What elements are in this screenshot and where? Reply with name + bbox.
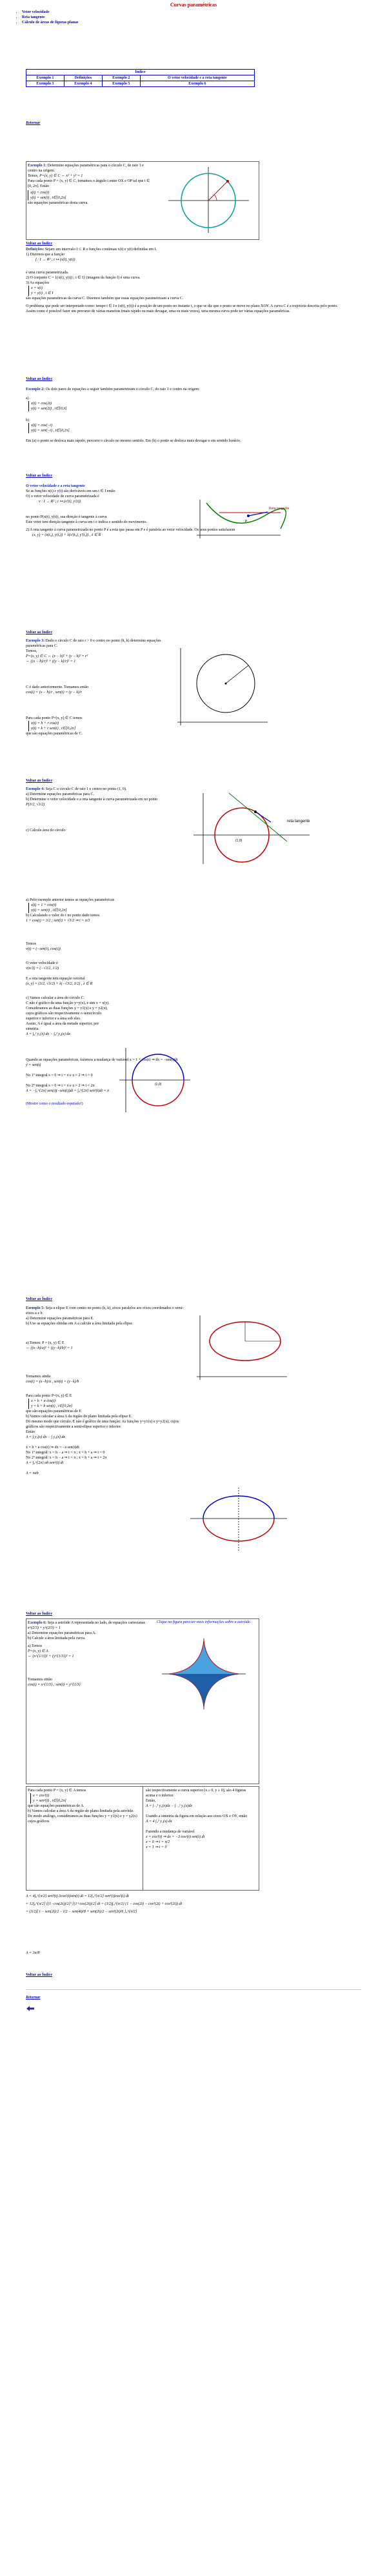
velocity-l4: Este vetor tem direção tangente à curva em t e indica o sentido do movimento.	[26, 520, 148, 524]
velocity-l5: 2) A reta tangente à curva parametrizada no ponto P é a reta que passa em P e é paralela ao vetor velocidade. Os seus pontos satisfazem	[26, 528, 235, 532]
example-5-l9: No 1º integral: x = h − a ⇒ t = π ; x = h + a ⇒ t = 0	[26, 1451, 105, 1455]
example-3-l2: P=(x, y) ∈ C ⇔ (x − h)² + (y − k)² = r²	[26, 654, 88, 658]
example-2-body: Os dois pares de equações a seguir também parametrizam o círculo C, do raio 1 e centro na origem:	[45, 388, 200, 391]
point-label: P	[245, 520, 248, 524]
example-6-l7: De modo análogo, consideramos as duas funções y = y1(x) e y = y2(x) cujos gráficos	[28, 1814, 137, 1824]
index-link-exemplo-3[interactable]: Exemplo 3	[26, 81, 64, 87]
index-link-definicoes[interactable]: Definições	[64, 75, 102, 81]
example-3-l1: Temos,	[26, 649, 37, 653]
definitions-l8: Assim como é possível fazer um percurso de várias maneiras (mais rápido ou mais devagar, uma ou mais vezes), uma mesma curva pode ter várias equações paramétricas.	[26, 310, 290, 313]
center-label: (1,0)	[155, 1083, 162, 1086]
example-6-body: Seja a astróide A representada no lado, de equações cartesianas	[47, 1621, 145, 1625]
example-1-end: são equações paramétricas desta curva.	[28, 201, 88, 205]
example-5-result: A = πab	[26, 1471, 39, 1475]
example-6-a: a) Determine equações paramétricas para A.	[28, 1631, 96, 1635]
example-4-a: a) Determine equações paramétricas para C.	[26, 792, 94, 796]
astroid-caption: Clique na figura para ter mais informações sobre a astróide.	[156, 1620, 252, 1624]
example-5-l3: Para cada ponto P=(x, y) ∈ E	[26, 1394, 72, 1398]
example-6-l4: Para cada ponto P = (x, y) ∈ A temos	[28, 1789, 86, 1793]
example-2-b2: y(t) = sen(−t) , t∈[0,2π]	[31, 429, 70, 433]
definitions-l3: é uma curva parametrizada.	[26, 271, 69, 275]
definitions-l6: são equações paramétricas da curva C. Dizemos também que essas equações parametrizam a curva C.	[26, 297, 184, 300]
index-link-exemplo-6[interactable]: Exemplo 6	[140, 81, 254, 87]
example-5-b: b) Use as equações obtidas em A a calcule a área limitada pela elipse.	[26, 1322, 134, 1326]
example-4-title: Exemplo 4:	[26, 787, 45, 791]
example-4-solution: a) Pelo exemplo anterior temos as equações paramétricas x(t) = 1 + cos(t) y(t) = sen(t) , t∈[0,2π] b) Calculando o valor do t no ponto dado temos 1 + cos(t) = 3/2 ; sen(t) = √3/2 ⇒ t = π/3 Temos v(t) = (−sen(t), cos(t)) O vetor velocidade é v(π/3) = (−√3/2, 1/2) E a reta tangente tem equação vetorial (x, y) = (3/2, √3/2) + λ(−√3/2, 1/2) , λ ∈ R c) Vamos calcular a área do círculo C. C não é gráfico de uma função y=y(x), e sim x = x(y). Consideramos as duas funções y = y1(x) e y = y2(x), cujos gráficos são respectivamente o semicírculo superior e inferior e a área sob eles. Assim, A é igual a área da metade superior, por simetria. A = ∫₀² y₁(x) dx − ∫₀² y₂(x) dx Quando as equações paramétricas, fazemos a mudança de variável x = 1 + cos(t) ⇒ dx = −sen(t)dt y = sen(t) No 1º integral x = 0 ⇒ t = π e x = 2 ⇒ t = 0 No 2º integral x = 0 ⇒ t = π e x = 2 ⇒ t = 2π A = −∫₀^{2π} sen(t)(−sen(t))dt = ∫₀^{2π} sen²(t)dt = π (Mostre como o resultado esperado!)	[26, 898, 194, 1106]
radius-line	[208, 181, 228, 201]
example-6-l3: Tomamos então	[28, 1678, 53, 1682]
example-6-eq: x^(2/3) + y^(2/3) = 1	[28, 1626, 61, 1630]
example-1-l1: Temos, P=(x, y) ∈ C ⇔ x² + y² = 1	[28, 174, 83, 178]
example-4-b: b) Determine o vetor velocidade e a reta tangente à curva parametrizada em no ponto	[26, 798, 158, 801]
index-link-exemplo-5[interactable]: Exemplo 5	[102, 81, 140, 87]
example-6-r3: Usando a simetria da figura em relação aos eixos OX e OY, então	[146, 1814, 248, 1818]
index-link-vetor-velocidade[interactable]: O vetor velocidade e a reta tangente	[140, 75, 254, 81]
toc	[13, 10, 78, 25]
example-4-sc: Temos	[26, 942, 36, 946]
index-header: Índice	[26, 70, 255, 75]
example-6-l2: P=(x, y) ∈ A	[28, 1649, 48, 1653]
circle-tangent-figure	[190, 790, 313, 867]
example-1-body: Determine equações paramétricas para o círculo C, de raio 1 e centro na origem.	[28, 164, 144, 173]
example-1-box	[26, 161, 259, 240]
definitions-l5: 3) As equações	[26, 281, 50, 285]
example-5-section: Exemplo 5: Seja a elipse E com centro no ponto (h, k), eixos paralelos aos eixos coordenados e semi-eixos a e b. a) Determine equações paramétricas para E. b) Use as equações obtidas em A a calcule a área limitada pela elipse. a) Temos: P = (x, y) ∈ E ⇔ ((x−h)/a)² + ((y−k)/b)² = 1 Tomamos ainda cos(t) = (x−h)/a , sen(t) = (y−k)/b Para cada ponto P=(x, y) ∈ E x = h + a cos(t) y = k + b sen(t) , t∈[0,2π] que são equações paramétricas de E b) Vamos calcular a área A da região do plano limitada pela elipse E. Do mesmo modo que círculo, E não é gráfico de uma função. As funções y=y1(x) e y=y2(x), cujos gráficos são respectivamente a semi-elipse superior e inferior. Então A = ∫ y₁(x) dx − ∫ y₂(x) dx x = h + a cos(t) ⇒ dx = −a sen(t)dt No 1º integral: x = h − a ⇒ t = π ; x = h + a ⇒ t = 0 No 2º integral: x = h − a ⇒ t = π ; x = h + a ⇒ t = 2π A = ∫₀^{2π} ab sen²(t) dt A = πab	[26, 1306, 187, 1476]
voltar-link-6[interactable]: Voltar ao Índice	[26, 1297, 53, 1301]
toc-link-vetor-velocidade[interactable]: • Vetor velocidade	[22, 10, 78, 15]
semicircle-figure	[116, 1045, 194, 1116]
example-6-r6: x = 0 ⇒ t = π/2	[146, 1840, 170, 1844]
divider	[26, 1989, 361, 1990]
example-6-computation: A = 4∫₀^{π/2} sen³(t)·3cos²(t)sen(t) dt = 12∫₀^{π/2} sen⁴(t)cos²(t) dt = 12∫₀^{π/2} [(1−cos(2t))/2]² [(1+cos(2t))/2] dt = (3/2)∫₀^{π/2} (1 − cos(2t) − cos²(2t) + cos³(2t)) dt = (3/2)[ t − sen(2t)/2 − t/2 − sen(4t)/8 + sen(2t)/2 − sen³(2t)/6 ]₀^{π/2}	[26, 1894, 183, 1914]
tangent-line	[229, 793, 287, 841]
example-4-c: c) Calcule área do círculo	[26, 829, 66, 832]
example-4-section: Exemplo 4: Seja C o círculo C de raio 1 e centro no ponto (1, 0). a) Determine equações paramétricas para C. b) Determine o vetor velocidade e a reta tangente à curva parametrizada em no ponto P(3/2, √3/2) c) Calcule área do círculo	[26, 787, 187, 833]
astroid-lower	[168, 1674, 239, 1707]
tangent-label: Reta tangente	[269, 507, 290, 511]
example-6-box: Exemplo 6: Seja a astróide A representada no lado, de equações cartesianas x^(2/3) + y^(2/3) = 1 a) Determine equações paramétricas para A. b) Calcule a área limitada pela curva. a) Temos P=(x, y) ∈ A ⇔ (x^{1/3})² + (y^{1/3})² = 1 Tomamos então cos(t) = x^{1/3} ; sen(t) = y^{1/3} Clique na figura para ter mais informações sobre a astróide.	[26, 1618, 259, 1784]
example-6-r7: x = 1 ⇒ t = 0	[146, 1845, 167, 1849]
example-4-sa: a) Pelo exemplo anterior temos as equações paramétricas	[26, 898, 115, 902]
velocity-l3: no ponto P(x(t), y(t)), sua direção é tangente à curva	[26, 515, 107, 519]
example-6-r2: Então,	[146, 1799, 156, 1803]
index-table	[26, 69, 255, 87]
velocity-title: O vetor velocidade e a reta tangente	[26, 484, 85, 488]
example-2-b: x(t) = cos(−t)	[31, 424, 53, 428]
example-4-si: Assim, A é igual a área da metade superior, por simetria.	[26, 1022, 99, 1031]
example-2-section: Exemplo 2: Os dois pares de equações a seguir também parametrizam o círculo C, do raio 1 e centro na origem: a) x(t) = cos(2t) y(t) = sen(2t) , t∈[0,π] b) x(t) = cos(−t) y(t) = sen(−t) , t∈[0,2π] Em (a) o ponto se desloca mais rápido, percorre o círculo no mesmo sentido. Em (b) o ponto se desloca mais devagar e em sentido horário.	[26, 387, 361, 444]
example-2-a2: y(t) = sen(2t) , t∈[0,π]	[31, 407, 67, 411]
retornar-link-top[interactable]: Retornar	[26, 121, 41, 125]
voltar-link-8[interactable]: Voltar ao Índice	[26, 1973, 53, 1977]
example-2-title: Exemplo 2:	[26, 388, 45, 391]
definitions-l7: O problema que pode ser interpretado como: tempo t ∈ I e (x(t), y(t)) é a posição de um ponto no instante t, o que se diz que o ponto se move no plano XOY. A curva C é a trajetória descrita pelo ponto.	[26, 304, 338, 308]
definitions-title: Definições:	[26, 248, 45, 251]
toc-link-reta-tangente[interactable]: • Reta tangente	[22, 15, 78, 20]
example-5-l6: Do mesmo modo que círculo, E não é gráfico de uma função. As funções y=y1(x) e y=y2(x), cujos gráficos são respectivamente a semi-elipse superior e inferior.	[26, 1420, 179, 1429]
radius-line	[226, 665, 248, 683]
example-3-l4: Para cada ponto P=(x, y) ∈ C temos	[26, 716, 83, 720]
example-3-section: Exemplo 3: Dado o círculo C de raio r > 0 e centro no ponto (h, k) determine equações paramétricas para C. Temos, P=(x, y) ∈ C ⇔ (x − h)² + (y − k)² = r² ⇔ ((x − h)/r)² + ((y − k)/r)² = 1 C é dado anteriormente. Tomamos então cos(t) = (x − h)/r , sen(t) = (y − k)/r Para cada ponto P=(x, y) ∈ C temos x(t) = h + r cos(t) y(t) = k + r sen(t) , t∈[0,2π] que são equações paramétricas de C.	[26, 638, 174, 736]
example-1-sys1: x(t) = cos(t)	[30, 191, 50, 195]
upper-semicircle	[132, 1054, 184, 1080]
velocity-section: O vetor velocidade e a reta tangente Se as funções x(t) e y(t) são deriváveis em um t ∈ I então O) o vetor velocidade de curva parametrizada é v : I → R² ; t ↦ (x′(t), y′(t)) no ponto P(x(t), y(t)), sua direção é tangente à curva Este vetor tem direção tangente à curva em t e indica o sentido do movimento. 2) A reta tangente à curva parametrizada no ponto P é a reta que passa em P e é paralela ao vetor velocidade. Os seus pontos satisfazem (x, y) = (x(t₀), y(t₀)) + λ(x′(t₀), y′(t₀)) , λ ∈ R	[26, 484, 361, 558]
example-5-l2: Tomamos ainda	[26, 1375, 51, 1379]
toc-link-areas[interactable]: • Cálculo de áreas de figuras planas	[22, 20, 78, 25]
point-p	[254, 811, 257, 813]
example-6-l6: b) Vamos calcular a área A da região do plano limitada pela astróide.	[28, 1809, 134, 1813]
example-2-a: x(t) = cos(2t)	[31, 402, 52, 406]
example-4-sk: Quando as equações paramétricas, fazemos a mudança de variável x = 1 + cos(t) ⇒ dx = −sen(t)dt	[26, 1058, 178, 1062]
definitions-l2: 1) Dizemos que a função	[26, 253, 64, 257]
velocity-l1: Se as funções x(t) e y(t) são deriváveis em um t ∈ I então	[26, 489, 115, 493]
circle-center-figure	[174, 645, 271, 729]
definitions-l4: 2) O conjunto C = {(x(t), y(t)) ; t ∈ I} (imagem da função f) é uma curva.	[26, 276, 141, 280]
example-4-sb: b) Calculando o valor do t no ponto dado temos	[26, 914, 100, 918]
example-3-l3: C é dado anteriormente. Tomamos então	[26, 685, 89, 689]
definitions-section: Definições: Sejam um intervalo I ⊂ R e funções contínuas x(t) e y(t) definidas em I. 1) Dizemos que a função f : I → R² ; t ↦ (x(t), y(t)) é uma curva parametrizada. 2) O conjunto C = {(x(t), y(t)) ; t ∈ I} (imagem da função f) é uma curva. 3) As equações x = x(t) y = y(t) , t ∈ I são equações paramétricas da curva C. Dizemos também que essas equações parametrizam a curva C. O problema que pode ser interpretado como: tempo t ∈ I e (x(t), y(t)) é a posição de um ponto no instante t, o que se diz que o ponto se move no plano XOY. A curva C é a trajetória descrita pelo ponto. Assim como é possível fazer um percurso de várias maneiras (mais rápido ou mais devagar, uma ou mais vezes), uma mesma curva pode ter várias equações paramétricas.	[26, 247, 361, 314]
index-link-exemplo-2[interactable]: Exemplo 2	[102, 75, 140, 81]
point-p	[247, 515, 250, 517]
example-6-r1: são respectivamente a curva superior (x ≥ 0, y ≥ 0), são 4 figuras acima e o inferior.	[146, 1789, 246, 1798]
example-6-b: b) Calcule a área limitada pela curva.	[28, 1637, 86, 1640]
example-2-note: Em (a) o ponto se desloca mais rápido, percorre o círculo no mesmo sentido. Em (b) o ponto se desloca mais devagar e em sentido horário.	[26, 439, 241, 443]
unit-circle-figure	[165, 165, 252, 236]
example-6-l1: a) Temos	[28, 1644, 42, 1648]
example-4-sd: O vetor velocidade é	[26, 961, 58, 965]
example-4-sl: No 1º integral x = 0 ⇒ t = π e x = 2 ⇒ t = 0	[26, 1074, 93, 1077]
example-3-body: Dado o círculo C de raio r > 0 e centro no ponto (h, k) determine equações paramétricas para C.	[26, 639, 161, 648]
example-4-sm: No 2º integral x = 0 ⇒ t = π e x = 2 ⇒ t = 2π	[26, 1084, 95, 1088]
example-5-body: Seja a elipse E com centro no ponto (h, k), eixos paralelos aos eixos coordenados e semi-eixos a e b.	[26, 1306, 184, 1315]
voltar-link-1[interactable]: Voltar ao Índice	[26, 242, 53, 246]
voltar-link-4[interactable]: Voltar ao Índice	[26, 631, 53, 634]
example-6-result: A = 3π/8	[26, 1951, 40, 1955]
example-6-r5: x = cos³(t) ⇒ dx = −3 cos²(t) sen(t) dt	[146, 1835, 205, 1839]
example-5-l5: b) Vamos calcular a área A da região do plano limitada pela elipse E.	[26, 1415, 132, 1419]
example-4-sn: (Mostre como o resultado esperado!)	[26, 1102, 83, 1106]
arrow-left-icon[interactable]	[26, 2005, 35, 2012]
example-6-solution-box: Para cada ponto P = (x, y) ∈ A temos x = cos³(t) y = sen³(t) , t∈[0,2π] que são equações paramétricas de A b) Vamos calcular a área A da região do plano limitada pela astróide. De modo análogo, consideramos as duas funções y = y1(x) e y = y2(x) cujos gráficos são respectivamente a curva superior (x ≥ 0, y ≥ 0), são 4 figuras acima e o inferior. Então, A = ∫₋₁¹ y₁(x)dx − ∫₋₁¹ y₂(x)dx Usando a simetria da figura em relação aos eixos OX e OY, então A = 4 ∫₀¹ y₁(x) dx Fazendo a mudança de variável x = cos³(t) ⇒ dx = −3 cos²(t) sen(t) dt x = 0 ⇒ t = π/2 x = 1 ⇒ t = 0	[26, 1786, 259, 1891]
example-4-se: E a reta tangente tem equação vetorial	[26, 977, 85, 981]
voltar-link-3[interactable]: Voltar ao Índice	[26, 474, 53, 478]
tangent-label: reta tangente	[287, 820, 310, 823]
upper-semi-ellipse	[203, 1496, 274, 1519]
example-5-l7: Então	[26, 1430, 35, 1434]
example-5-l4: que são equações paramétricas de E	[26, 1410, 82, 1413]
index-link-exemplo-1[interactable]: Exemplo 1	[26, 75, 64, 81]
point-p	[226, 180, 229, 182]
example-3-l5: que são equações paramétricas de C.	[26, 732, 83, 736]
example-6-l5: que são equações paramétricas de A	[28, 1804, 84, 1808]
voltar-link-2[interactable]: Voltar ao Índice	[26, 377, 53, 381]
tangent-line-figure	[194, 497, 290, 542]
retornar-link-bottom[interactable]: Retornar	[26, 1996, 41, 2000]
example-5-l10: No 2º integral: x = h − a ⇒ t = π ; x = h + a ⇒ t = 2π	[26, 1456, 107, 1460]
center-point	[225, 683, 227, 685]
example-1-sys2: y(t) = sen(t) , t∈[0,2π]	[30, 196, 66, 200]
voltar-link-7[interactable]: Voltar ao Índice	[26, 1612, 53, 1616]
example-5-l8: x = h + a cos(t) ⇒ dx = −a sen(t)dt	[26, 1446, 79, 1450]
example-5-title: Exemplo 5:	[26, 1306, 45, 1310]
example-4-sh: Consideramos as duas funções y = y1(x) e y = y2(x), cujos gráficos são respectivamente o semicírculo superior e inferior e a área sob eles.	[26, 1007, 108, 1021]
example-3-title: Exemplo 3:	[26, 639, 45, 643]
ellipse-area-figure	[187, 1483, 290, 1554]
angle-arc	[214, 195, 217, 201]
example-5-a: a) Determine equações paramétricas para E.	[26, 1317, 94, 1321]
center-label: (1,0)	[235, 839, 243, 843]
example-6-r4: Fazendo a mudança de variável	[146, 1830, 195, 1834]
page-title: Curvas paramétricas	[170, 2, 217, 8]
index-link-exemplo-4[interactable]: Exemplo 4	[64, 81, 102, 87]
example-5-l1: a) Temos: P = (x, y) ∈ E	[26, 1341, 64, 1345]
example-4-sf: c) Vamos calcular a área do círculo C.	[26, 996, 85, 1000]
example-1-title: Exemplo 1:	[28, 164, 47, 168]
example-4-sg: C não é gráfico de uma função y=y(x), e sim x = x(y).	[26, 1001, 110, 1005]
voltar-link-5[interactable]: Voltar ao Índice	[26, 779, 53, 783]
example-1-l2: Para cada ponto P = (x, y) ∈ C, tomamos o ângulo t entre OX e OP tal que t ∈ [0, 2π]. Então	[28, 179, 150, 188]
ellipse-figure	[194, 1312, 290, 1383]
definitions-l1: Sejam um intervalo I ⊂ R e funções contínuas x(t) e y(t) definidas em I.	[45, 248, 157, 251]
velocity-l2: O) o vetor velocidade de curva parametrizada é	[26, 495, 99, 498]
astroid-figure[interactable]	[159, 1635, 249, 1713]
example-4-body: Seja C o círculo C de raio 1 e centro no ponto (1, 0).	[45, 787, 127, 791]
example-6-title: Exemplo 6:	[28, 1621, 47, 1625]
